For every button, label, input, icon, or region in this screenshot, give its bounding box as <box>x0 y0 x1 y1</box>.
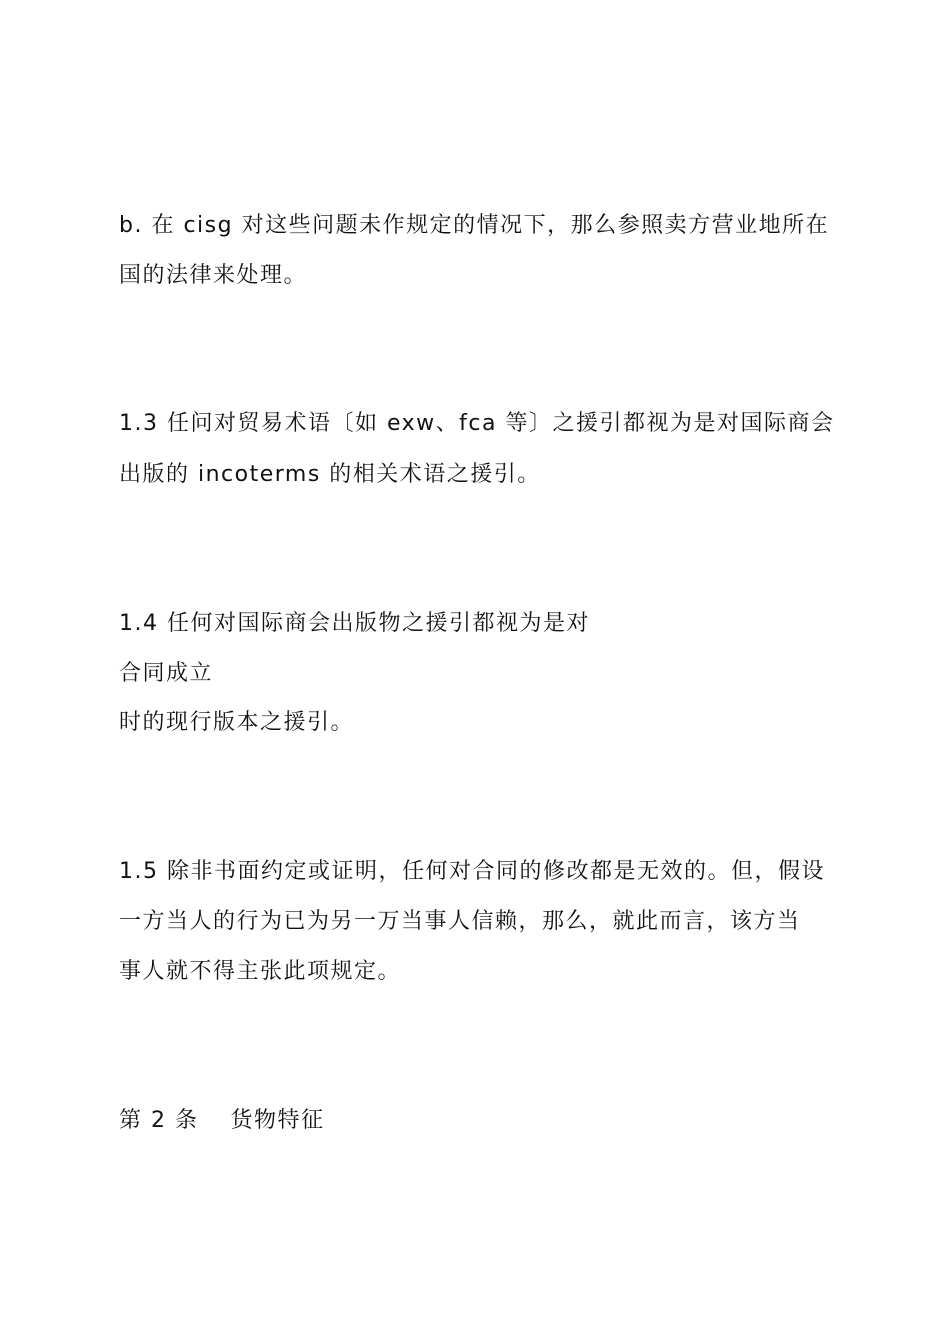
paragraph-1-3-line-2: 出版的 incoterms 的相关术语之援引。 <box>119 462 541 487</box>
paragraph-1-4-line-3: 时的现行版本之援引。 <box>119 710 355 735</box>
paragraph-b-line-1: b. 在 cisg 对这些问题未作规定的情况下，那么参照卖方营业地所在 <box>119 213 830 238</box>
paragraph-1-4-line-1: 1.4 任何对国际商会出版物之援引都视为是对 <box>119 611 590 636</box>
paragraph-b-line-2: 国的法律来处理。 <box>119 263 308 288</box>
section-heading: 第 2 条 货物特征 <box>119 1108 325 1133</box>
paragraph-1-5-line-3: 事人就不得主张此项规定。 <box>119 959 402 984</box>
paragraph-1-5-line-2: 一方当人的行为已为另一万当事人信赖，那么，就此而言，该方当 <box>119 909 801 934</box>
paragraph-1-4-line-2: 合同成立 <box>119 661 214 686</box>
paragraph-1-5-line-1: 1.5 除非书面约定或证明，任何对合同的修改都是无效的。但，假设 <box>119 859 825 884</box>
paragraph-1-3-line-1: 1.3 任问对贸易术语〔如 exw、fca 等〕之援引都视为是对国际商会 <box>119 411 835 436</box>
